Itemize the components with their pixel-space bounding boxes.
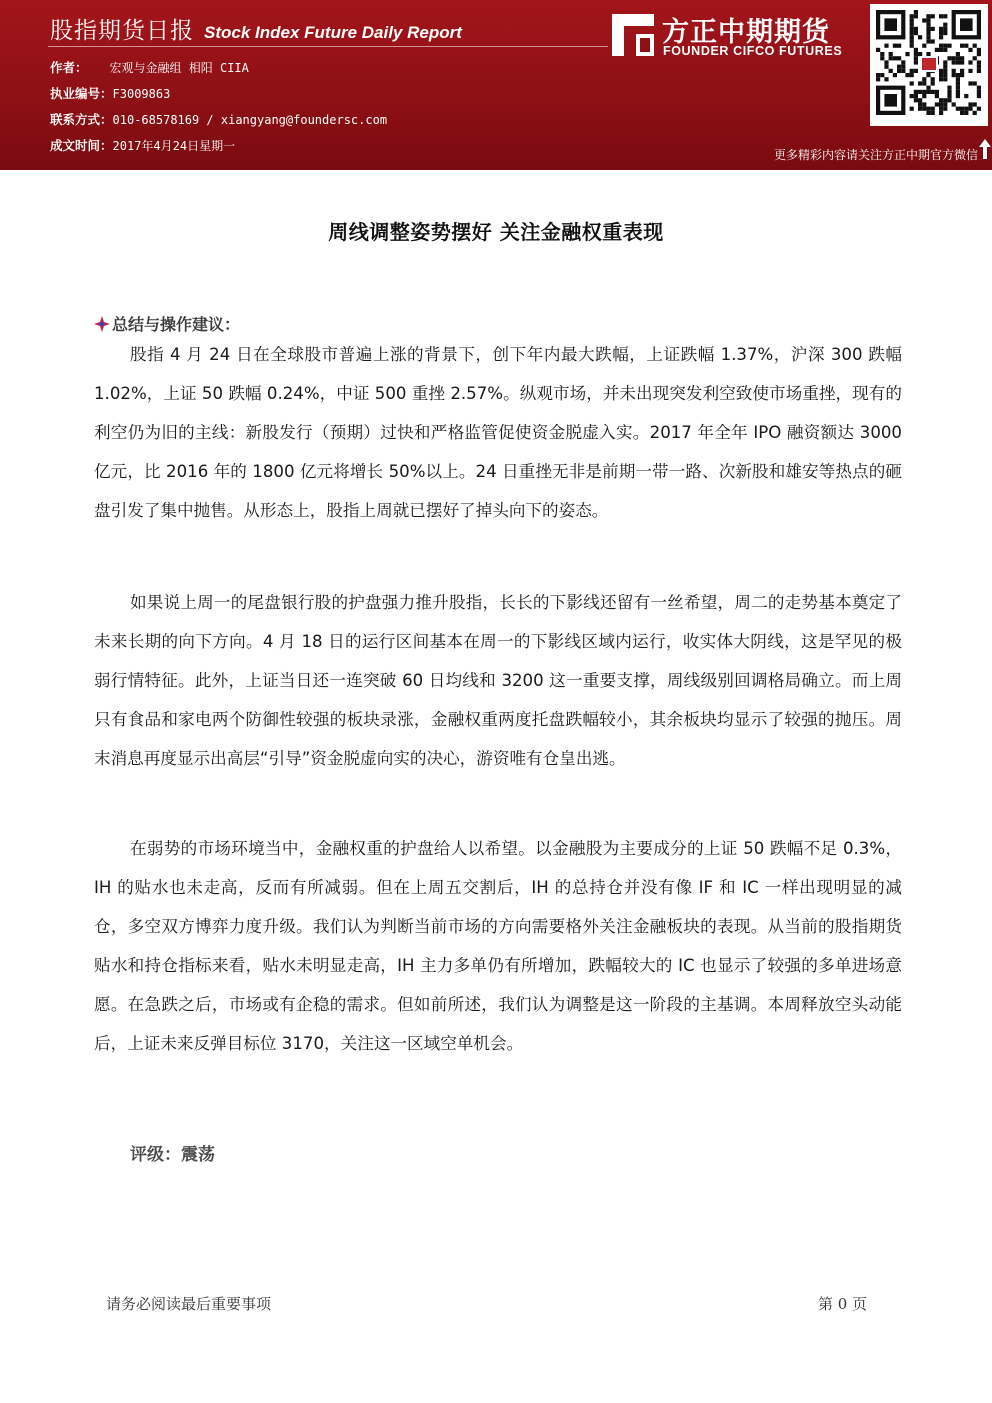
author-line (50, 58, 249, 76)
logo-text-en: FOUNDER CIFCO FUTURES (663, 44, 843, 58)
report-header (0, 0, 992, 170)
qr-code-icon (876, 10, 982, 120)
document-title: 周线调整姿势摆好 关注金融权重表现 (328, 220, 664, 244)
license-value: F3009863 (112, 87, 171, 101)
diamond-bullet-icon (94, 316, 110, 332)
date-value: 2017年4月24日星期一 (112, 139, 236, 153)
contact-value[interactable]: 010-68578169 / xiangyang@foundersc.com (112, 113, 388, 127)
report-title-cn: 股指期货日报 (50, 18, 194, 44)
wechat-follow-note: 更多精彩内容请关注方正中期官方微信 (773, 148, 978, 162)
paragraph-3: 在弱势的市场环境当中，金融权重的护盘给人以希望。以金融股为主要成分的上证 50 跌幅不足 0.3%，IH 的贴水也未走高，反而有所减弱。但在上周五交割后，IH 的总持仓并没有像 IF 和 IC 一样出现明显的减仓，多空双方博弈力度升级。我们认为判断当前市场的方向需要格外关注金融板块的表现。从当前的股指期货贴水和持仓指标来看，贴水未明显走高，IH 主力多单仍有所增加，跌幅较大的 IC 也显示了较强的多单进场意愿。在急跌之后，市场或有企稳的需求。但如前所述，我们认为调整是这一阶段的主基调。本周释放空头动能后，上证未来反弹目标位 3170，关注这一区域空单机会。 (94, 839, 902, 1053)
report-title-en: Stock Index Future Daily Report (204, 23, 462, 42)
author-label: 作者： (50, 60, 88, 75)
contact-label: 联系方式： (50, 112, 113, 127)
date-label: 成文时间： (50, 138, 113, 153)
report-title (50, 12, 462, 46)
summary-section-heading (94, 312, 240, 335)
paragraph-1: 股指 4 月 24 日在全球股市普遍上涨的背景下，创下年内最大跌幅，上证跌幅 1.37%，沪深 300 跌幅 1.02%，上证 50 跌幅 0.24%，中证 500 重挫 2.57%。纵观市场，并未出现突发利空致使市场重挫，现有的利空仍为旧的主线：新股发行（预期）过快和严格监管促使资金脱虚入实。2017 年全年 IPO 融资额达 3000 亿元，比 2016 年的 1800 亿元将增长 50%以上。24 日重挫无非是前期一带一路、次新股和雄安等热点的砸盘引发了集中抛售。从形态上，股指上周就已摆好了掉头向下的姿态。 (94, 345, 902, 520)
license-label: 执业编号： (50, 86, 113, 101)
author-value: 宏观与金融组 相阳 CIIA (109, 61, 249, 75)
logo-text-cn: 方正中期期货 (662, 17, 830, 48)
arrow-up-icon (978, 138, 992, 160)
page-number: 第 0 页 (818, 1295, 868, 1313)
section-heading-text: 总结与操作建议： (112, 315, 241, 334)
wechat-qr-code[interactable] (870, 4, 988, 126)
founder-logo-icon (610, 12, 656, 58)
footer-notice: 请务必阅读最后重要事项 (106, 1295, 272, 1313)
rating: 评级：震荡 (130, 1145, 215, 1165)
license-line (50, 84, 170, 102)
date-line (50, 136, 235, 154)
contact-line (50, 110, 387, 128)
paragraph-2: 如果说上周一的尾盘银行股的护盘强力推升股指，长长的下影线还留有一丝希望，周二的走势基本奠定了未来长期的向下方向。4 月 18 日的运行区间基本在周一的下影线区域内运行，收实体大阴线，这是罕见的极弱行情特征。此外，上证当日还一连突破 60 日均线和 3200 这一重要支撑，周线级别回调格局确立。而上周只有食品和家电两个防御性较强的板块录涨，金融权重两度托盘跌幅较小，其余板块均显示了较强的抛压。周末消息再度显示出高层“引导”资金脱虚向实的决心，游资唯有仓皇出逃。 (94, 593, 902, 768)
company-logo (610, 10, 860, 62)
title-divider (48, 46, 608, 47)
